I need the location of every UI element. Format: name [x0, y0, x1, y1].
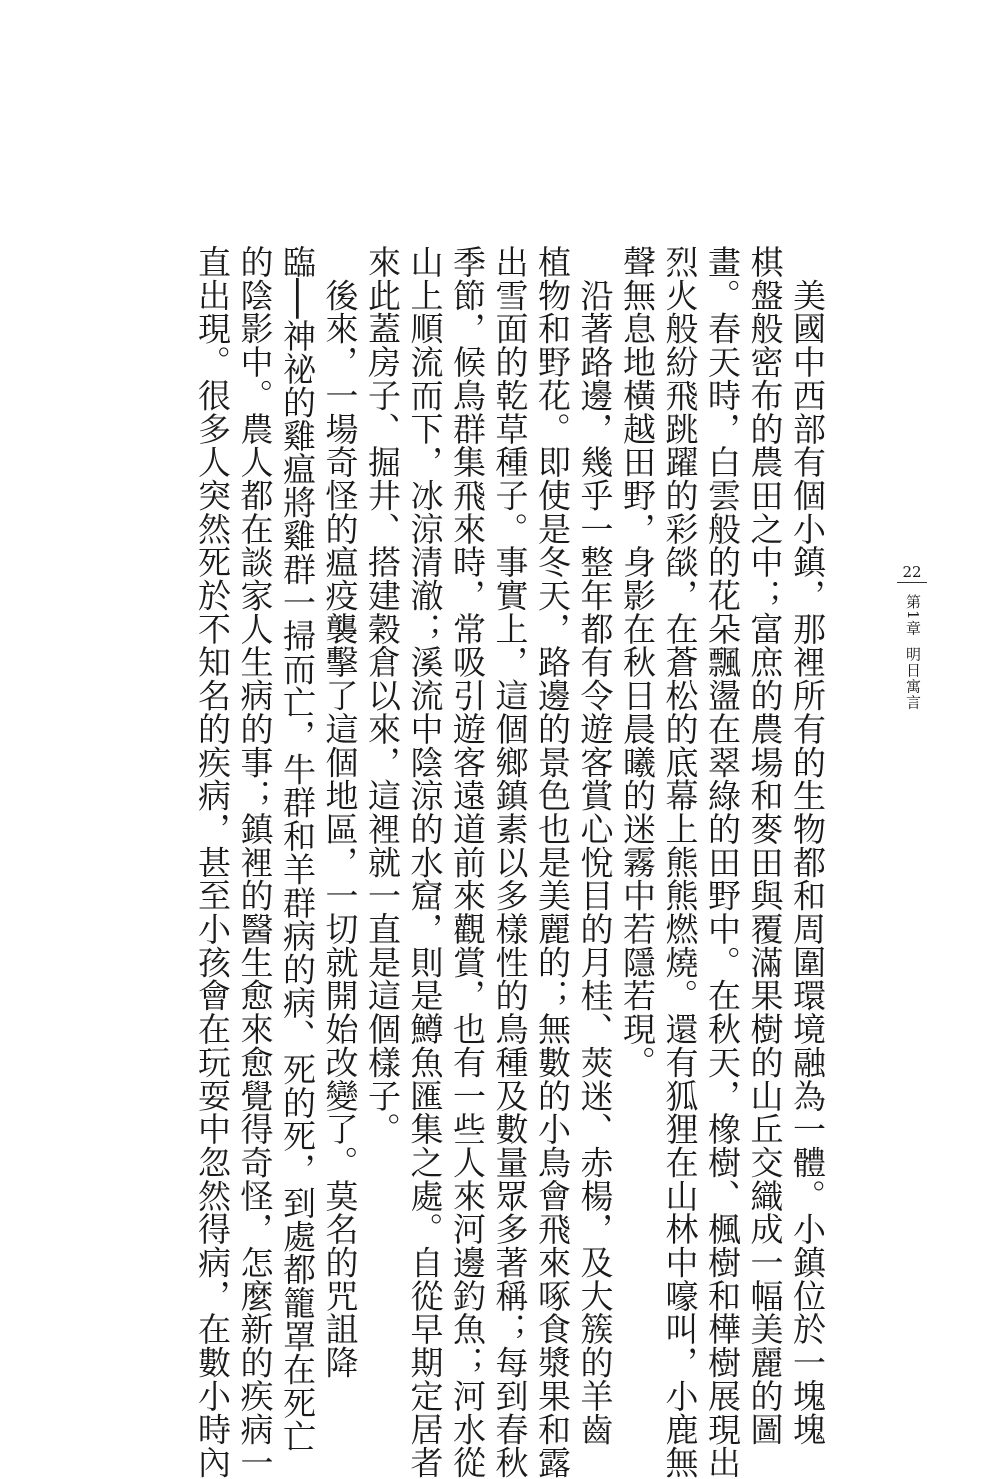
text-column-4: 烈火般紛飛跳躍的彩燄，在蒼松的底幕上熊熊燃燒。還有狐狸在山林中嚎叫，小鹿無 — [660, 245, 700, 1479]
text-column-11: 來此蓋房子、掘井、搭建穀倉以來，這裡就一直是這個樣子。 — [363, 245, 402, 1146]
text-column-1: 美國中西部有個小鎮，那裡所有的生物都和周圍環境融為一體。小鎮位於一塊塊 — [788, 245, 827, 1446]
page-number: 22 — [902, 563, 922, 581]
text-column-2: 棋盤般密布的農田之中；富庶的農場和麥田與覆滿果樹的山丘交織成一幅美麗的圖 — [745, 245, 785, 1446]
text-column-9: 季節，候鳥群集飛來時，常吸引遊客遠道前來觀賞，也有一些人來河邊釣魚；河水從 — [448, 245, 487, 1479]
text-column-12: 後來，一場奇怪的瘟疫襲擊了這個地區，一切就開始改變了。莫名的咒詛降 — [320, 245, 360, 1379]
text-column-13: 臨──神祕的雞瘟將雞群一掃而亡，牛群和羊群病的病、死的死，到處都籠罩在死亡 — [278, 245, 317, 1453]
running-head — [900, 594, 924, 711]
text-column-3: 畫。春天時，白雲般的花朵飄盪在翠綠的田野中。在秋天，橡樹、楓樹和樺樹展現出 — [703, 245, 742, 1479]
chapter-number: 1 — [904, 610, 922, 621]
text-column-10: 山上順流而下，冰涼清澈；溪流中陰涼的水窟，則是鱒魚匯集之處。自從早期定居者 — [405, 245, 445, 1479]
chapter-suffix: 章 — [904, 620, 922, 637]
chapter-prefix: 第 — [904, 594, 922, 610]
page-number-rule — [897, 582, 927, 583]
text-column-6: 沿著路邊，幾乎一整年都有令遊客賞心悅目的月桂、莢迷、赤楊，及大簇的羊齒 — [575, 245, 615, 1446]
text-column-7: 植物和野花。即使是冬天，路邊的景色也是美麗的；無數的小鳥會飛來啄食漿果和露 — [533, 245, 572, 1479]
body-text — [191, 245, 829, 1479]
chapter-title: 明日寓言 — [904, 646, 922, 711]
text-column-5: 聲無息地橫越田野，身影在秋日晨曦的迷霧中若隱若現。 — [618, 245, 657, 1079]
text-column-15: 直出現。很多人突然死於不知名的疾病，甚至小孩會在玩耍中忽然得病，在數小時內 — [193, 245, 232, 1479]
text-column-8: 出雪面的乾草種子。事實上，這個鄉鎮素以多樣性的鳥種及數量眾多著稱；每到春秋 — [490, 245, 530, 1479]
text-column-14: 的陰影中。農人都在談家人生病的事；鎮裡的醫生愈來愈覺得奇怪，怎麼新的疾病一 — [235, 245, 275, 1479]
